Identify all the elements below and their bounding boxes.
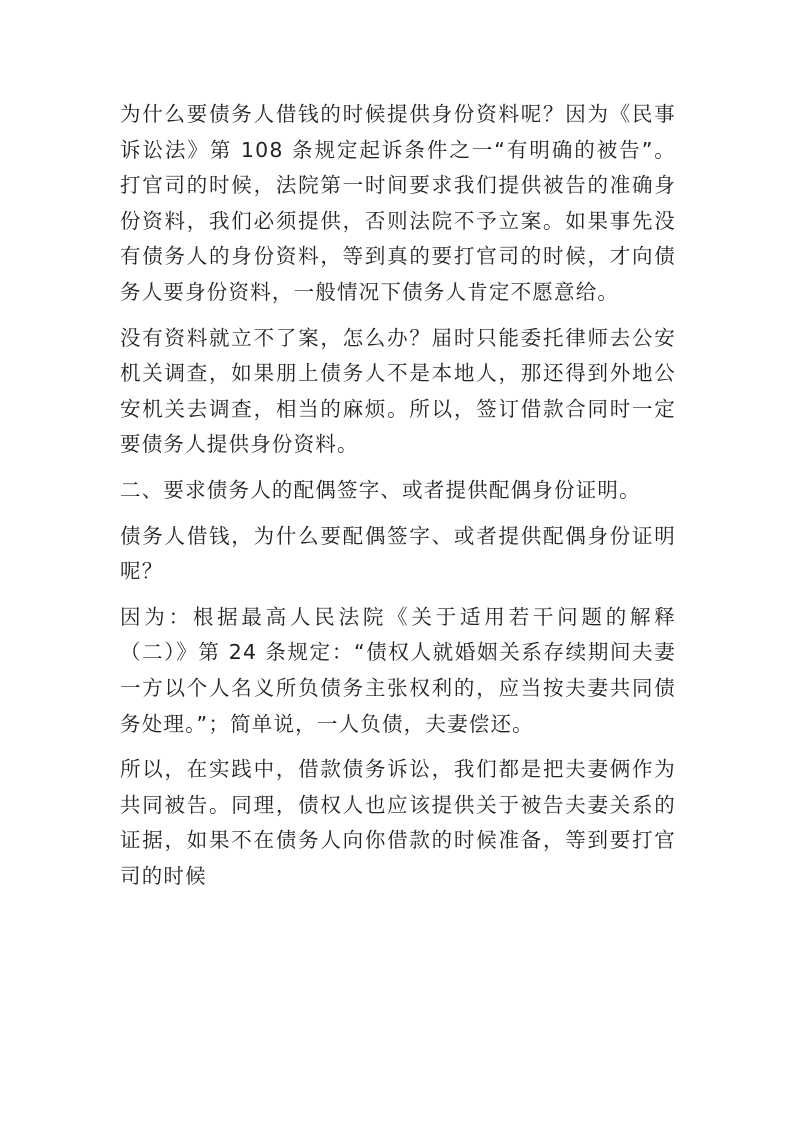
paragraph-no-info-consequence: 没有资料就立不了案，怎么办？届时只能委托律师去公安机关调查，如果朋上债务人不是本地人，那还得到外地公安机关去调查，相当的麻烦。所以，签订借款合同时一定要债务人提供身份资料。 (120, 325, 676, 457)
paragraph-practice: 所以，在实践中，借款债务诉讼，我们都是把夫妻俩作为共同被告。同理，债权人也应该提供关于被告夫妻关系的证据，如果不在债务人向你借款的时候准备，等到要打官司的时候 (120, 757, 676, 888)
paragraph-legal-basis: 因为：根据最高人民法院《关于适用若干问题的解释（二）》第 24 条规定：“债权人就婚姻关系存续期间夫妻一方以个人名义所负债务主张权利的，应当按夫妻共同债务处理。”；简单说，一人负债，夫妻偿还。 (120, 604, 676, 736)
paragraph-identity-info: 为什么要债务人借钱的时候提供身份资料呢？因为《民事诉讼法》第 108 条规定起诉条件之一“有明确的被告”。打官司的时候，法院第一时间要求我们提供被告的准确身份资料，我们必须提供，否则法院不予立案。如果事先没有债务人的身份资料，等到真的要打官司的时候，才向债务人要身份资料，一般情况下债务人肯定不愿意给。 (120, 102, 676, 304)
section-heading-spouse: 二、要求债务人的配偶签字、或者提供配偶身份证明。 (120, 477, 641, 502)
paragraph-spouse-question: 债务人借钱，为什么要配偶签字、或者提供配偶身份证明呢？ (120, 523, 676, 584)
document-page (120, 97, 676, 904)
